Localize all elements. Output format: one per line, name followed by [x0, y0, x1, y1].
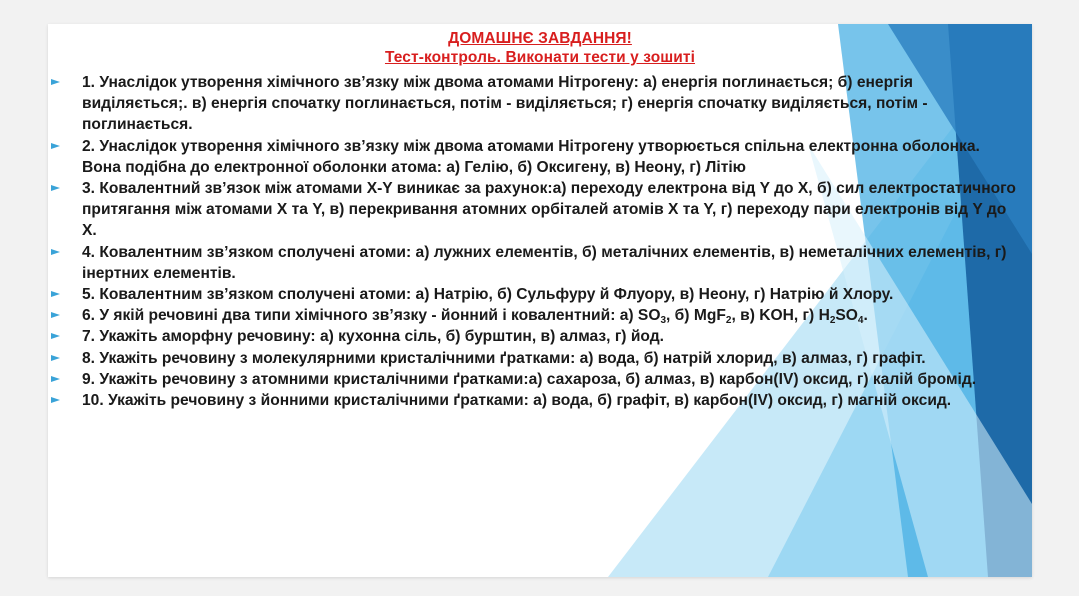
question-item-6: [48, 305, 1032, 326]
triangle-bullet-icon: [51, 143, 60, 149]
question-item-5: [48, 284, 1032, 305]
question-item-10: [48, 390, 1032, 411]
question-item-9: [48, 369, 1032, 390]
question-item-1: [48, 72, 1032, 136]
triangle-bullet-icon: [51, 249, 60, 255]
question-item-7: [48, 326, 1032, 347]
question-text: 7. Укажіть аморфну речовину: а) кухонна сіль, б) бурштин, в) алмаз, г) йод.: [82, 328, 664, 346]
question-text: 3. Ковалентний зв’язок між атомами Х-Y виникає за рахунок:а) переходу електрона від Y до Х, б) сил електростатичного притягання між атомами Х та Y, в) перекривання атомних орбіталей атомів Х та Y, г) переходу пари електронів від Y до Х.: [82, 180, 1016, 240]
triangle-bullet-icon: [51, 397, 60, 403]
question-text-part: .: [863, 307, 868, 325]
triangle-bullet-icon: [51, 312, 60, 318]
subscript: 3: [660, 315, 667, 327]
question-text: 5. Ковалентним зв’язком сполучені атоми: а) Натрію, б) Сульфуру й Флуору, в) Неону, г) Натрію й Хлору.: [82, 286, 894, 304]
question-text: 1. Унаслідок утворення хімічного зв’язку між двома атомами Нітрогену: а) енергія поглинається; б) енергія виділяється;. в) енергія спочатку поглинається, потім - виділяється; г) енергія спочатку виділяється, потім - поглинається.: [82, 74, 928, 134]
triangle-bullet-icon: [51, 355, 60, 361]
homework-subtitle: Тест-контроль. Виконати тести у зошиті: [384, 49, 696, 66]
question-text-part: , в) KOH, г) H: [731, 307, 830, 325]
triangle-bullet-icon: [51, 185, 60, 191]
homework-title: ДОМАШНЄ ЗАВДАННЯ!: [448, 30, 632, 47]
question-list: [48, 72, 1032, 411]
slide: [48, 24, 1032, 577]
question-text: 9. Укажіть речовину з атомними кристалічними ґратками:а) сахароза, б) алмаз, в) карбон(IV) оксид, г) калій бромід.: [82, 370, 977, 388]
question-text: 2. Унаслідок утворення хімічного зв’язку між двома атомами Нітрогену утворюється спільна електронна оболонка. Вона подібна до електронної оболонки атома: а) Гелію, б) Оксигену, в) Неону, г) Літію: [82, 137, 980, 176]
triangle-bullet-icon: [51, 376, 60, 382]
triangle-bullet-icon: [51, 291, 60, 297]
subscript: 2: [829, 315, 836, 327]
slide-header: [48, 29, 1032, 67]
question-item-2: [48, 136, 1032, 178]
question-text-part: , б) MgF: [666, 307, 726, 325]
question-text-part: 6. У якій речовині два типи хімічного зв’язку - йонний і ковалентний: а) SO: [82, 307, 661, 325]
triangle-bullet-icon: [51, 79, 60, 85]
question-item-4: [48, 242, 1032, 284]
question-text-part: SO: [835, 307, 858, 325]
subscript: 2: [725, 315, 732, 327]
question-text: 4. Ковалентним зв’язком сполучені атоми: а) лужних елементів, б) металічних елементів, в) неметалічних елементів, г) інертних елементів.: [82, 243, 1007, 282]
triangle-bullet-icon: [51, 333, 60, 339]
question-text: 10. Укажіть речовину з йонними кристалічними ґратками: а) вода, б) графіт, в) карбон(IV) оксид, г) магній оксид.: [82, 392, 952, 410]
question-text: 8. Укажіть речовину з молекулярними кристалічними ґратками: а) вода, б) натрій хлорид, в) алмаз, г) графіт.: [82, 349, 926, 367]
question-item-3: [48, 178, 1032, 242]
subscript: 4: [857, 315, 864, 327]
question-item-8: [48, 348, 1032, 369]
